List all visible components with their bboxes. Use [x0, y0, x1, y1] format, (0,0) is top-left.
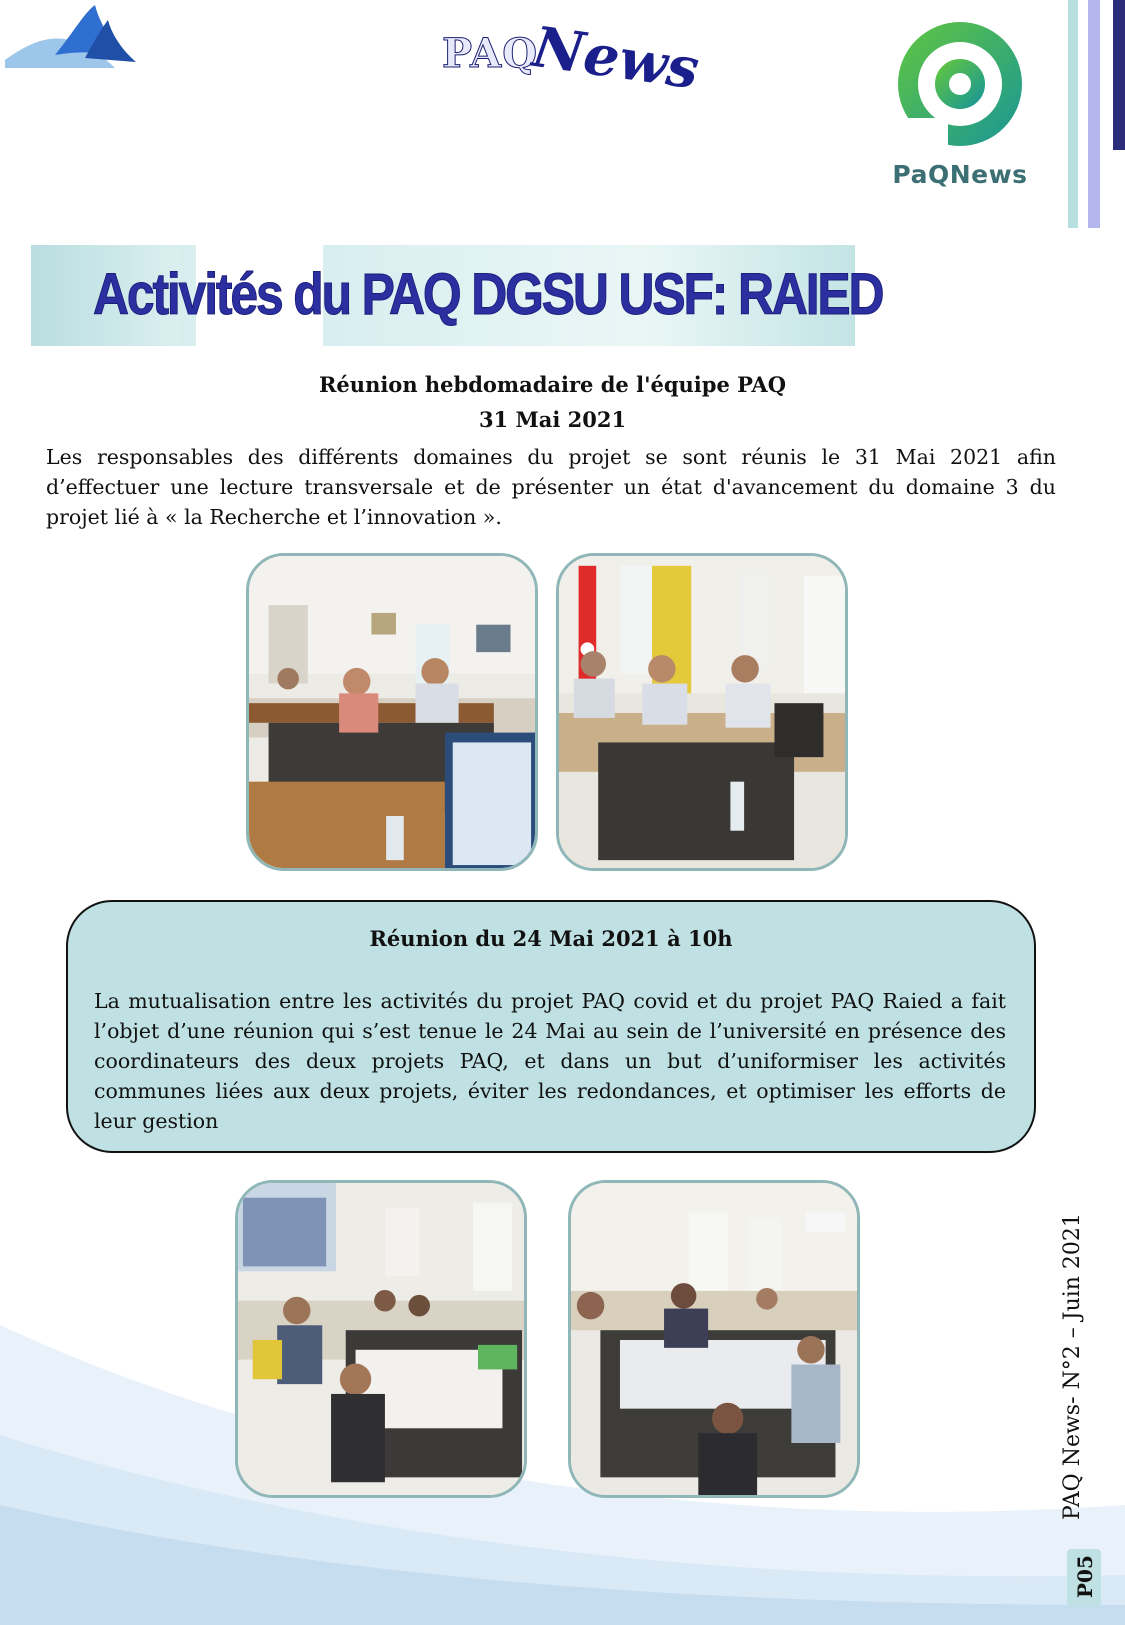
wordmark-paq: PAQ — [442, 30, 539, 77]
brand-p-icon — [880, 22, 1040, 152]
meeting-summary-box — [66, 900, 1036, 1153]
decor-bar-lavender — [1088, 0, 1100, 228]
decor-bar-navy — [1113, 0, 1125, 150]
page-title: Activités du PAQ DGSU USF: RAIED — [93, 262, 883, 327]
page-number: P05 — [1073, 1555, 1097, 1598]
wordmark-news: News — [528, 14, 703, 103]
section1-heading: Réunion hebdomadaire de l'équipe PAQ — [318, 372, 786, 397]
corner-logo — [0, 0, 140, 75]
meeting-photo-4 — [568, 1180, 860, 1498]
brand-name: PaQNews — [892, 160, 1028, 189]
page-number-badge — [1067, 1549, 1101, 1607]
section1-date: 31 Mai 2021 — [478, 407, 627, 432]
section2-body: La mutualisation entre les activités du projet PAQ covid et du projet PAQ Raied a fait l’objet d’une réunion qui s’est tenue le 24 Mai au sein de l’université en présence des coordinateurs des deux projets PAQ, et dans un but d’uniformiser les activités communes liées aux deux projets, éviter les redondances, et optimiser les efforts de leur gestion — [94, 989, 1006, 1133]
background-waves — [0, 1205, 1125, 1625]
brand-logo — [880, 22, 1040, 202]
section1-body: Les responsables des différents domaines du projet se sont réunis le 31 Mai 2021 afin d’effectuer une lecture transversale et de présenter un état d'avancement du domaine 3 du projet lié à « la Recherche et l’innovation ». — [46, 445, 1056, 529]
issue-label: PAQ News- N°2 – Juin 2021 — [1060, 1213, 1085, 1520]
section2-heading: Réunion du 24 Mai 2021 à 10h — [369, 926, 733, 951]
meeting-photo-1 — [246, 553, 538, 871]
title-banner — [31, 245, 883, 346]
decor-bar-teal — [1068, 0, 1078, 228]
meeting-photo-3 — [235, 1180, 527, 1498]
meeting-photo-2 — [556, 553, 848, 871]
masthead-wordmark — [440, 6, 703, 116]
